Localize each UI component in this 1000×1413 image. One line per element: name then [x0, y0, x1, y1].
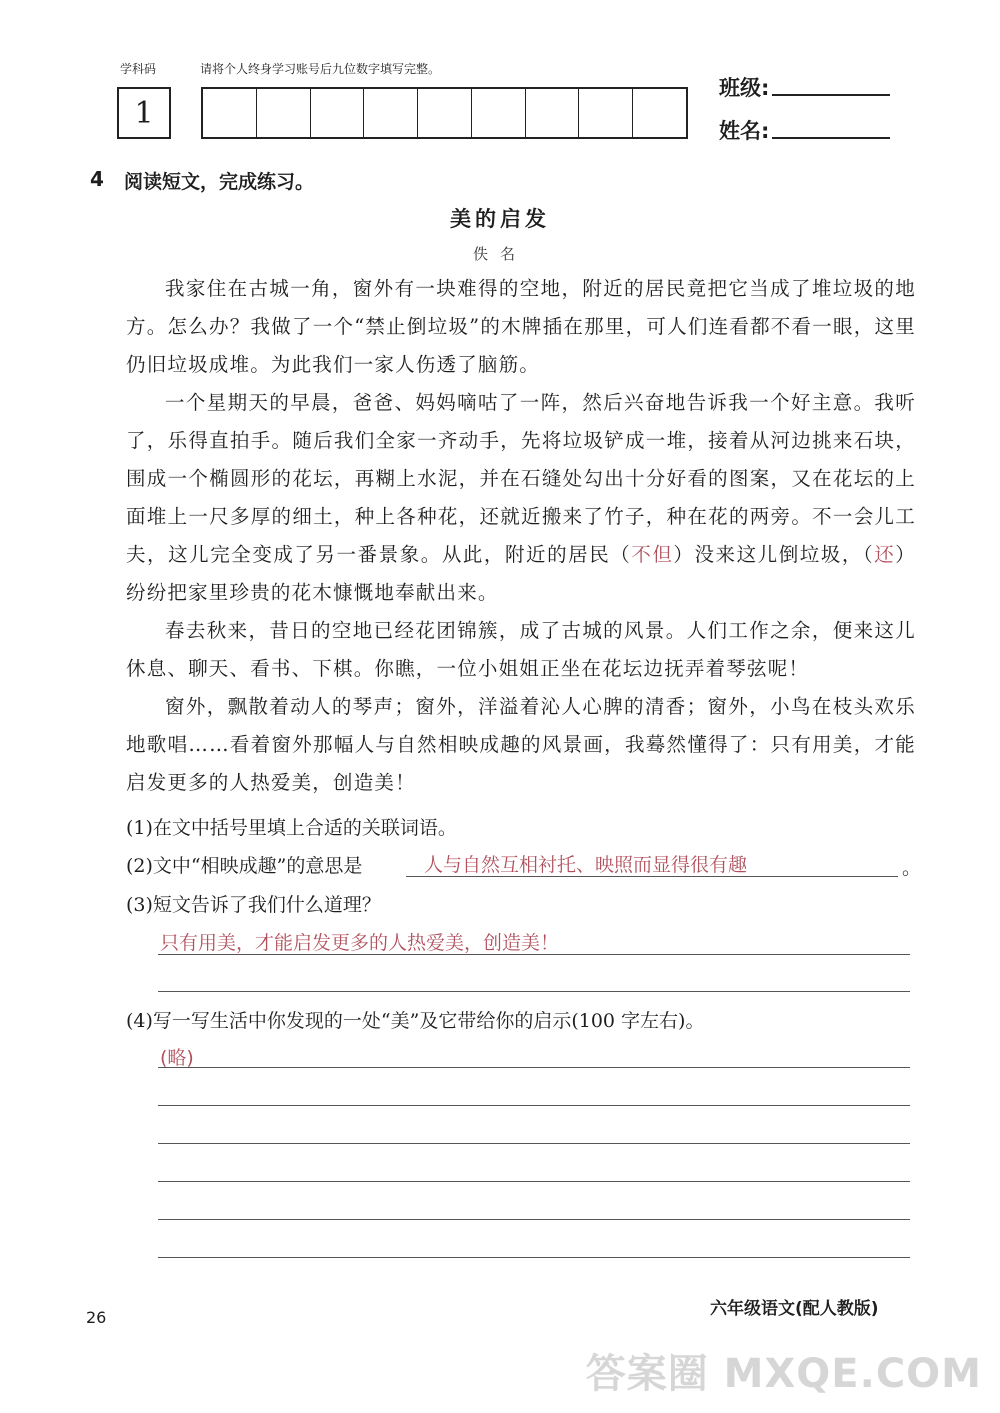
subquestion-2-prefix: (2)文中“相映成趣”的意思是 — [126, 855, 363, 877]
subject-code-value: 1 — [134, 95, 154, 131]
digit-box[interactable] — [526, 89, 580, 137]
blank-answer-1[interactable]: 不但 — [631, 543, 674, 566]
article-author: 佚名 — [472, 245, 527, 263]
watermark: 答案圈 MXQE.COM — [585, 1351, 982, 1397]
digit-box[interactable] — [633, 89, 686, 137]
class-label: 班级: — [719, 76, 770, 100]
name-label: 姓名: — [719, 119, 770, 143]
blank-answer-2[interactable]: 还 — [874, 543, 896, 566]
paragraph: 一个星期天的早晨，爸爸、妈妈嘀咕了一阵，然后兴奋地告诉我一个好主意。我听了，乐得直拍手。随后我们全家一齐动手，先将垃圾铲成一堆，接着从河边挑来石块，围成一个椭圆形的花坛，再糊上水泥，并在石缝处勾出十分好看的图案，又在花坛的上面堆上一尺多厚的细土，种上各种花，还就近搬来了竹子，种在花的两旁。不一会儿工夫，这儿完全变成了另一番景象。从此，附近的居民（不但）没来这儿倒垃圾，（还）纷纷把家里珍贵的花木慷慨地奉献出来。 — [126, 391, 916, 604]
writing-line[interactable] — [158, 1257, 910, 1258]
digit-box[interactable] — [364, 89, 418, 137]
article-body — [126, 270, 916, 802]
subquestion-3: (3)短文告诉了我们什么道理？ — [126, 894, 381, 916]
digit-box[interactable] — [472, 89, 526, 137]
question-instruction: 阅读短文，完成练习。 — [124, 171, 315, 193]
digit-box[interactable] — [311, 89, 365, 137]
writing-line[interactable] — [158, 1067, 910, 1068]
subject-code-box — [117, 87, 171, 139]
answer-2[interactable]: 人与自然互相衬托、映照而显得很有趣 — [424, 854, 748, 876]
digit-box[interactable] — [579, 89, 633, 137]
subquestion-1: (1)在文中括号里填上合适的关联词语。 — [126, 817, 457, 839]
account-digit-boxes[interactable] — [201, 87, 688, 139]
digit-box[interactable] — [203, 89, 257, 137]
answer-line-3b — [158, 991, 910, 992]
paragraph: 我家住在古城一角，窗外有一块难得的空地，附近的居民竟把它当成了堆垃圾的地方。怎么办？我做了一个“禁止倒垃圾”的木牌插在那里，可人们连看都不看一眼，这里仍旧垃圾成堆。为此我们一家人伤透了脑筋。 — [126, 277, 916, 376]
page-number: 26 — [86, 1308, 107, 1327]
writing-line[interactable] — [158, 1181, 910, 1182]
answer-4[interactable]: (略) — [160, 1047, 194, 1069]
writing-line[interactable] — [158, 1105, 910, 1106]
subquestion-2-suffix: 。 — [902, 857, 922, 879]
subject-code-label: 学科码 — [120, 62, 157, 76]
subquestion-4: (4)写一写生活中你发现的一处“美”及它带给你的启示(100 字左右)。 — [126, 1010, 705, 1032]
writing-line[interactable] — [158, 1143, 910, 1144]
class-field[interactable] — [772, 93, 890, 96]
writing-line[interactable] — [158, 1219, 910, 1220]
digit-box[interactable] — [257, 89, 311, 137]
name-field[interactable] — [772, 136, 890, 139]
article-title: 美的启发 — [450, 206, 550, 231]
account-instruction: 请将个人终身学习账号后九位数字填写完整。 — [200, 62, 441, 76]
paragraph: 窗外，飘散着动人的琴声；窗外，洋溢着沁人心脾的清香；窗外，小鸟在枝头欢乐地歌唱……看着窗外那幅人与自然相映成趣的风景画，我蓦然懂得了：只有用美，才能启发更多的人热爱美，创造美！ — [126, 695, 916, 794]
book-title: 六年级语文(配人教版) — [710, 1299, 879, 1319]
digit-box[interactable] — [418, 89, 472, 137]
answer-line-3a — [158, 954, 910, 955]
question-number: 4 — [90, 167, 104, 191]
answer-3[interactable]: 只有用美，才能启发更多的人热爱美，创造美！ — [160, 932, 560, 954]
paragraph: 春去秋来，昔日的空地已经花团锦簇，成了古城的风景。人们工作之余，便来这儿休息、聊天、看书、下棋。你瞧，一位小姐姐正坐在花坛边抚弄着琴弦呢！ — [126, 619, 916, 680]
